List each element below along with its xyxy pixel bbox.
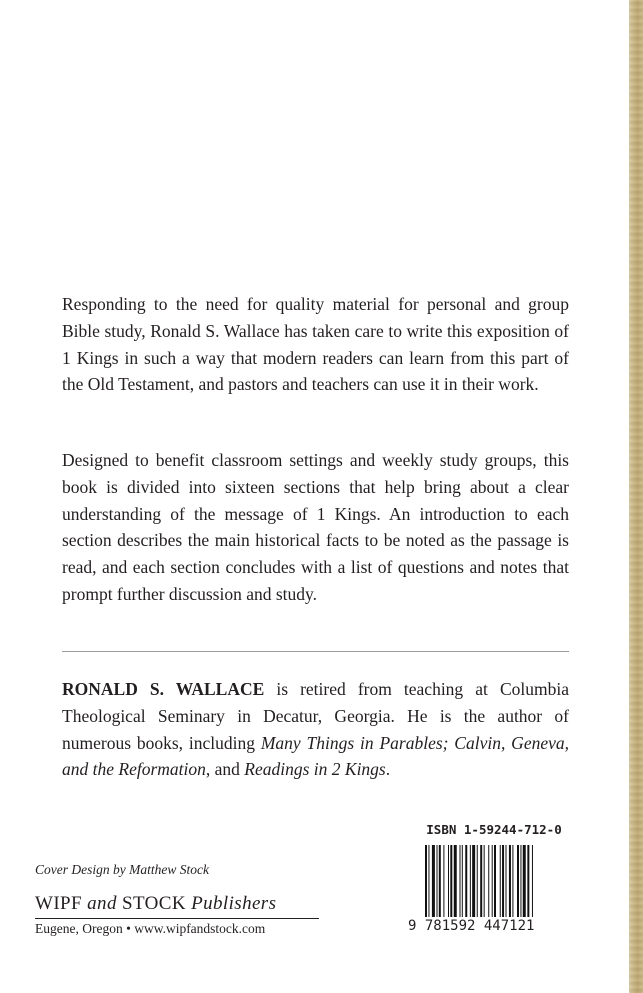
barcode-icon xyxy=(425,845,563,917)
publisher-name xyxy=(35,893,319,915)
publisher-rule xyxy=(35,918,319,919)
author-name: RONALD S. WALLACE xyxy=(62,679,265,699)
publisher-name-and: and xyxy=(87,893,117,914)
barcode-number: 9 781592 447121 xyxy=(408,918,535,934)
publisher-location: Eugene, Oregon • www.wipfandstock.com xyxy=(35,921,266,936)
bio-text-1: is retired from teaching at Columbia Theological Seminary in Decatur, Georgia. He is the author of numerous books, including xyxy=(62,679,569,753)
book-title-1: Many Things in Parables; Calvin, Geneva, and the Reformation xyxy=(62,732,570,780)
description-paragraph-1: Responding to the need for quality material for personal and group Bible study, Ronald S. Wallace has taken care to write this exposition of 1 Kings in such a way that modern readers can learn from this part of the Old Testament, and pastors and teachers can use it in their work. xyxy=(62,294,569,395)
publisher-name-stock: STOCK xyxy=(116,893,192,914)
spine-edge xyxy=(629,0,643,993)
divider-line xyxy=(62,651,569,652)
isbn-label: ISBN 1-59244-712-0 xyxy=(426,822,562,837)
publisher-name-wipf: WIPF xyxy=(35,893,88,914)
description-paragraph-2: Designed to benefit classroom settings and weekly study groups, this book is divided into sixteen sections that help bring about a clear understanding of the message of 1 Kings. An introduction to each section describes the main historical facts to be noted as the passage is read, and each section concludes with a list of questions and notes that prompt further discussion and study. xyxy=(62,450,569,604)
cover-design-credit: Cover Design by Matthew Stock xyxy=(35,862,209,877)
publisher-name-publishers: Publishers xyxy=(191,893,277,914)
author-bio xyxy=(62,676,569,783)
bio-text-3: . xyxy=(385,759,391,780)
bio-text-2: , and xyxy=(205,759,245,780)
book-title-2: Readings in 2 Kings xyxy=(244,759,386,780)
